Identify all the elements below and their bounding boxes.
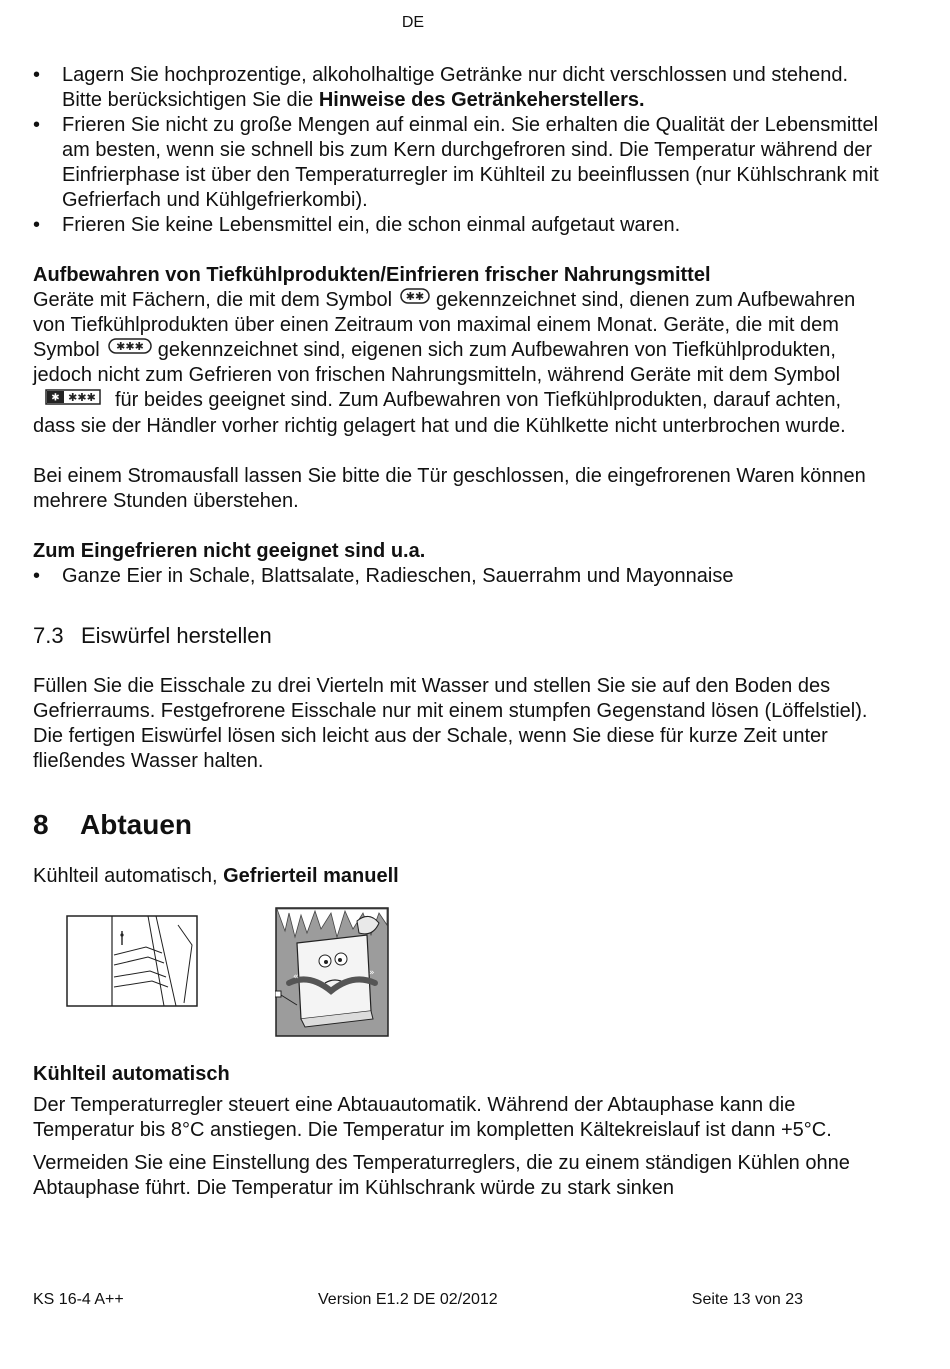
section-7-3-heading: 7.3 Eiswürfel herstellen [33,622,272,648]
list-item: • Lagern Sie hochprozentige, alkoholhaltige Getränke nur dicht verschlossen und stehend. Bitte berücksichtigen Sie die Hinweise des Getränkeherstellers. [33,63,883,113]
power-outage-paragraph: Bei einem Stromausfall lassen Sie bitte die Tür geschlossen, die eingefrorenen Waren können mehrere Stunden überstehen. [33,464,866,512]
svg-text:«: « [293,971,299,982]
manufacturer-note: Hinweise des Getränkeherstellers. [318,89,645,111]
page-footer [33,1291,803,1311]
frozen-freezer-illustration [275,907,389,1037]
defrost-figures [33,907,883,1042]
language-header: DE [401,14,425,31]
storage-paragraph: Geräte mit Fächern, die mit dem Symbol ✱✱ gekennzeichnet sind, dienen zum Aufbewahren von Tiefkühlprodukten über einen Zeitraum von maximal einem Monat. Geräte, die mit dem Symbol ✱✱✱ gekennzeichnet sind, eigenen sich zum Aufbewahren von Tiefkühlprodukten, jedoch nicht zum Gefrieren von frischen Nahrungsmitteln, während Geräte mit dem Symbol ✱ ✱✱✱ für beides geeignet sind. Zum Aufbewahren von Tiefkühlprodukten, darauf achten, dass sie der Händler vorher richtig gelagert hat und die Kühlkette nicht unterbrochen wurde. [33,288,883,439]
three-star-freezer-icon [108,336,152,361]
svg-text:»: » [369,967,375,978]
four-star-freezer-icon [45,387,101,412]
footer-version: Version E1.2 DE 02/2012 [318,1291,498,1308]
list-item: • Frieren Sie nicht zu große Mengen auf einmal ein. Sie erhalten die Qualität der Lebensmittel am besten, wenn sie schnell bis zum Kern durchgefroren sind. Die Temperatur während der Einfrierphase ist über den Temperaturregler im Kühlteil zu beeinflussen (nur Kühlschrank mit Gefrierfach und Kühlgefrierkombi). [33,113,883,213]
not-suitable-heading: Zum Eingefrieren nicht geeignet sind u.a. [33,539,426,562]
list-item: • Ganze Eier in Schale, Blattsalate, Radieschen, Sauerrahm und Mayonnaise [33,564,883,589]
not-suitable-list [33,564,883,589]
footer-page-number: Seite 13 von 23 [691,1291,803,1308]
svg-text:✱: ✱ [51,392,60,404]
footer-model: KS 16-4 A++ [33,1291,124,1308]
page-content [33,63,883,1201]
fridge-interior-illustration [66,915,198,1007]
storage-heading: Aufbewahren von Tiefkühlprodukten/Einfrieren frischer Nahrungsmittel [33,264,711,286]
list-item: • Frieren Sie keine Lebensmittel ein, die schon einmal aufgetaut waren. [33,213,883,238]
auto-defrost-paragraph-2: Vermeiden Sie eine Einstellung des Temperaturreglers, die zu einem ständigen Kühlen ohne Abtauphase führt. Die Temperatur im Kühlschrank würde zu stark sinken [33,1151,850,1199]
auto-defrost-heading: Kühlteil automatisch [33,1062,230,1085]
svg-text:✱✱✱: ✱✱✱ [115,340,144,354]
svg-text:✱✱✱: ✱✱✱ [68,390,96,404]
defrost-subtitle: Kühlteil automatisch, Gefrierteil manuell [33,864,399,887]
ice-cube-paragraph: Füllen Sie die Eisschale zu drei Vierteln mit Wasser und stellen Sie sie auf den Boden des Gefrierraums. Festgefrorene Eisschale nur mit einem stumpfen Gegenstand lösen (Löffelstiel). Die fertigen Eiswürfel lösen sich leicht aus der Schale, wenn Sie diese für kurze Zeit unter fließendes Wasser halten. [33,674,868,772]
auto-defrost-paragraph-1: Der Temperaturregler steuert eine Abtauautomatik. Während der Abtauphase kann die Temperatur bis 8°C anstiegen. Die Temperatur im kompletten Kältekreislauf ist dann +5°C. [33,1093,832,1141]
chapter-8-heading: 8 Abtauen [33,808,192,840]
two-star-freezer-icon [400,286,430,311]
svg-text:✱✱: ✱✱ [405,290,425,304]
storage-tips-list [33,63,883,238]
